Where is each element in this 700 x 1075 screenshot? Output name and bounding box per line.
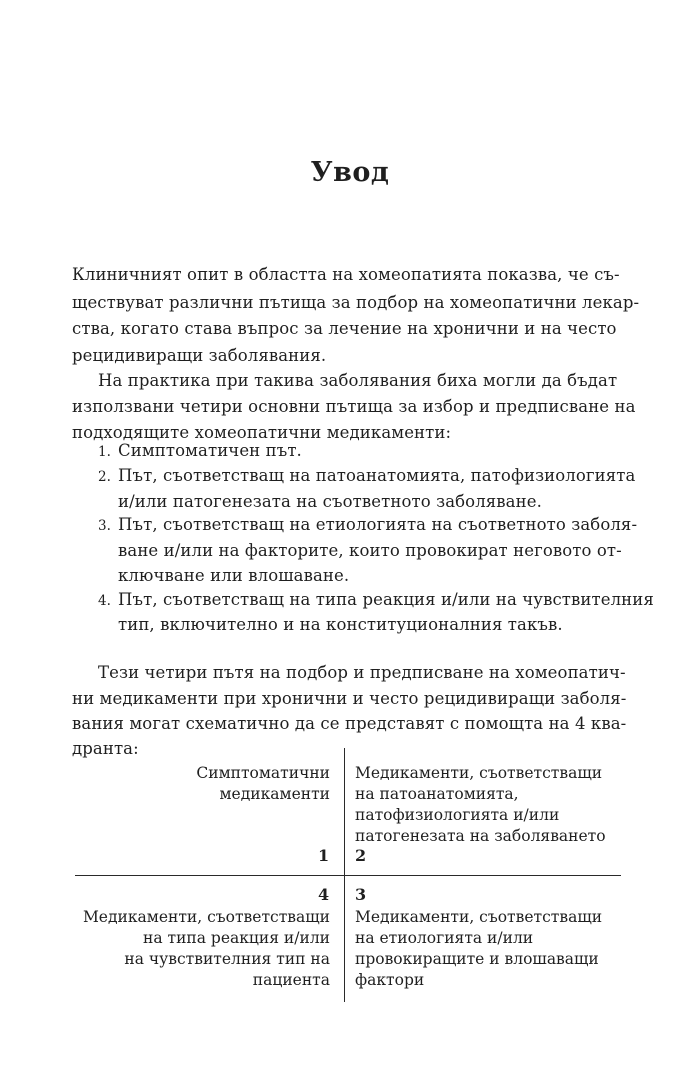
paragraph-line: вания могат схематично да се представят с помощта на 4 ква- — [72, 714, 627, 733]
quadrant-4-text: Медикаменти, съответстващи на типа реакция и/или на чувствителния тип на пациента — [82, 908, 330, 989]
chapter-title: Увод — [310, 157, 390, 188]
list-item-line: Симптоматичен път. — [118, 441, 302, 460]
list-item-line: ване и/или на факторите, които провокират неговото от- — [118, 541, 622, 560]
quadrant-3-number: 3 — [355, 885, 367, 904]
paragraph-line: ства, когато става въпрос за лечение на хронични и на често — [72, 319, 617, 338]
list-item-line: тип, включително и на конституционалния такъв. — [118, 615, 563, 634]
horizontal-divider — [75, 875, 621, 876]
quadrant-4-number: 4 — [318, 885, 330, 904]
paragraph-line: използвани четири основни пътища за избор и предписване на — [72, 397, 636, 416]
list-item-line: Път, съответстващ на етиологията на съответното заболя- — [118, 515, 638, 534]
quadrant-1-text: Симптоматични медикаменти — [196, 764, 330, 803]
quadrant-1-number: 1 — [318, 846, 330, 865]
paragraph-line: дранта: — [72, 739, 139, 758]
paragraph-line: ществуват различни пътища за подбор на хомеопатични лекар- — [72, 293, 640, 312]
paragraph-line: подходящите хомеопатични медикаменти: — [72, 423, 452, 442]
list-item-line: и/или патогенезата на съответното заболяване. — [118, 492, 542, 511]
list-number: 3. — [98, 518, 111, 534]
paragraph-line: Тези четири пътя на подбор и предписване на хомеопатич- — [98, 663, 626, 682]
paragraph-line: На практика при такива заболявания биха могли да бъдат — [98, 371, 618, 390]
quadrant-3-text: Медикаменти, съответстващи на етиологията и/или провокиращите и влошаващи фактори — [355, 908, 603, 989]
paragraph-line: рецидивиращи заболявания. — [72, 346, 327, 365]
quadrant-2-number: 2 — [355, 846, 367, 865]
list-number: 4. — [98, 593, 111, 609]
quadrant-2-text: Медикаменти, съответстващи на патоанатомията, патофизиологията и/или патогенезата на заболяването — [355, 764, 606, 845]
list-item-line: Път, съответстващ на патоанатомията, патофизиологията — [118, 466, 636, 485]
paragraph-line: ни медикаменти при хронични и често рецидивиращи заболя- — [72, 689, 627, 708]
list-number: 2. — [98, 469, 111, 485]
list-item-line: ключване или влошаване. — [118, 566, 350, 585]
list-item-line: Път, съответстващ на типа реакция и/или на чувствителния — [118, 590, 654, 609]
paragraph-line: Клиничният опит в областта на хомеопатията показва, че съ- — [72, 265, 620, 284]
list-number: 1. — [98, 444, 111, 460]
